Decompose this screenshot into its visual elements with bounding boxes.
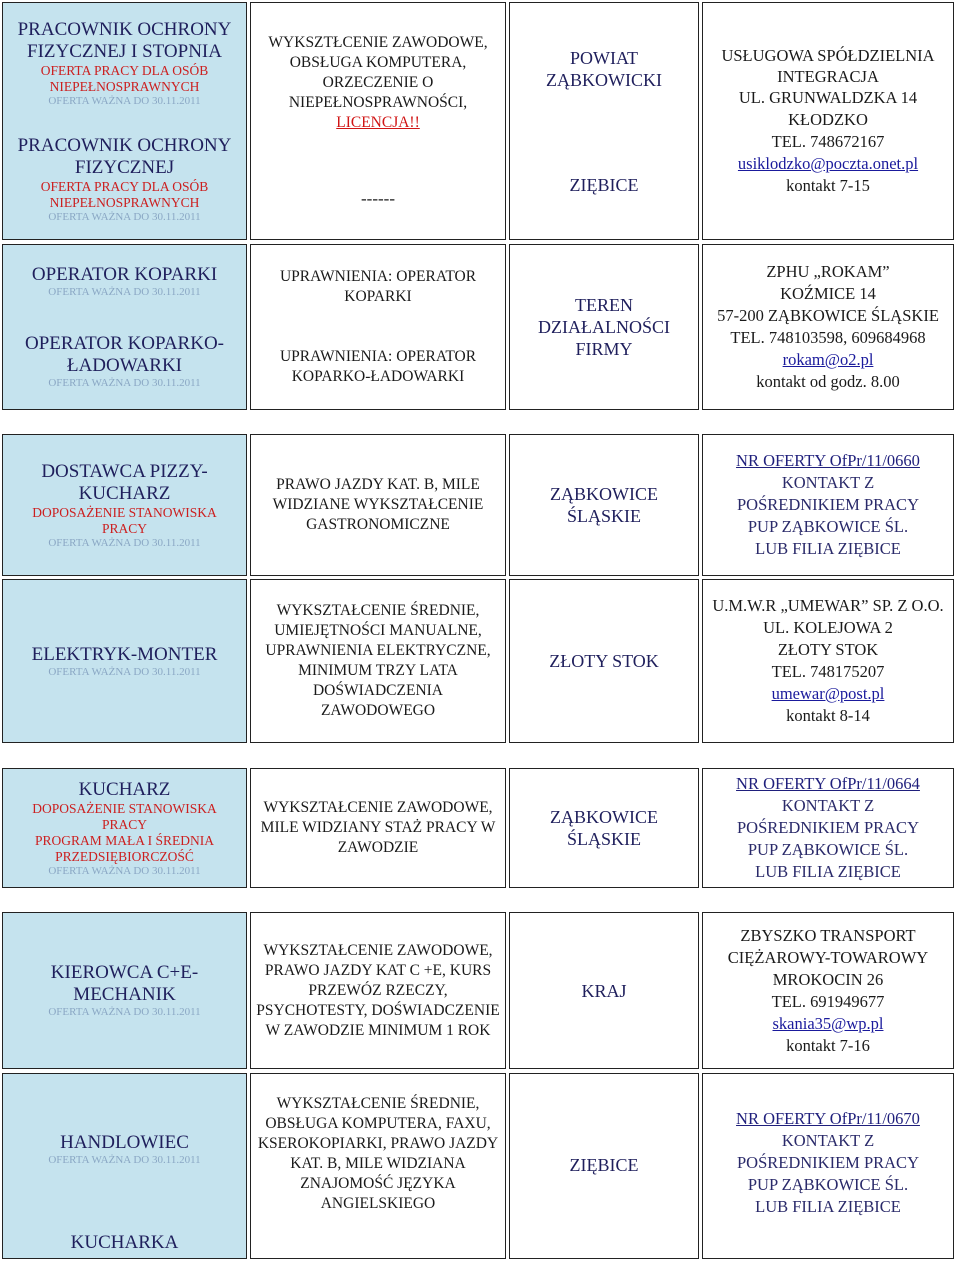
requirements-cell xyxy=(250,768,506,888)
offer-note: OFERTA PRACY DLA OSÓB xyxy=(40,62,209,78)
contact-line: LUB FILIA ZIĘBICE xyxy=(755,862,901,881)
requirements-cell xyxy=(250,2,506,240)
validity-note: OFERTA WAŻNA DO 30.11.2011 xyxy=(48,536,201,549)
offer-row xyxy=(2,2,957,240)
contact-line: ZŁOTY STOK xyxy=(777,640,879,659)
contact-cell xyxy=(702,912,954,1069)
job-title: KUCHARKA xyxy=(70,1232,179,1253)
requirements-text: WYKSZTAŁCENIE ŚREDNIE, UMIEJĘTNOŚCI MANUALNE, UPRAWNIENIA ELEKTRYCZNE, MINIMUM TRZY LATA DOŚWIADCZENIA ZAWODOWEGO xyxy=(265,602,491,719)
job-title-cell xyxy=(2,579,247,743)
offer-row xyxy=(2,244,957,410)
contact-line: PUP ZĄBKOWICE ŚL. xyxy=(747,517,909,536)
offer-number: NR OFERTY OfPr/11/0670 xyxy=(736,1109,920,1128)
validity-note: OFERTA WAŻNA DO 30.11.2011 xyxy=(48,1154,201,1166)
contact-hours: kontakt od godz. 8.00 xyxy=(756,372,900,391)
phone-number: TEL. 748175207 xyxy=(771,662,885,681)
employer-name: ZPHU „ROKAM” xyxy=(766,262,890,281)
contact-hours: kontakt 7-16 xyxy=(786,1035,870,1055)
offer-note: PRZEDSIĘBIORCZOŚĆ xyxy=(55,848,194,864)
employer-name: USŁUGOWA SPÓŁDZIELNIA INTEGRACJA xyxy=(721,46,935,86)
contact-hours: kontakt 7-15 xyxy=(786,176,870,195)
requirements-cell xyxy=(250,912,506,1069)
contact-line: KOŹMICE 14 xyxy=(780,284,876,303)
phone-number: TEL. 691949677 xyxy=(771,991,885,1011)
job-title: PRACOWNIK OCHRONY FIZYCZNEJ I STOPNIA xyxy=(17,18,232,62)
contact-cell xyxy=(702,579,954,743)
job-block xyxy=(32,262,217,301)
contact-line: POŚREDNIKIEM PRACY xyxy=(737,818,919,837)
location-text: ZĄBKOWICE ŚLĄSKIE xyxy=(550,807,658,849)
job-title: HANDLOWIEC xyxy=(60,1132,189,1153)
contact-hours: kontakt 8-14 xyxy=(786,706,870,725)
requirements-cell xyxy=(250,434,506,576)
location-text: ZIĘBICE xyxy=(569,174,639,195)
job-title: OPERATOR KOPARKI xyxy=(31,264,218,285)
requirements-text: WYKSZTAŁCENIE ŚREDNIE, OBSŁUGA KOMPUTERA, FAXU, KSEROKOPIARKI, PRAWO JAZDY KAT. B, MILE WIDZIANA ZNAJOMOŚĆ JĘZYKA ANGIELSKIEGO xyxy=(257,1095,499,1212)
validity-note: OFERTA WAŻNA DO 30.11.2011 xyxy=(48,665,201,678)
contact-line: PUP ZĄBKOWICE ŚL. xyxy=(747,840,909,859)
requirements-text xyxy=(255,33,501,133)
contact-line: UL. KOLEJOWA 2 xyxy=(763,618,893,637)
offer-note: DOPOSAŻENIE STANOWISKA xyxy=(32,504,217,520)
location-cell xyxy=(509,434,699,576)
requirements-cell xyxy=(250,244,506,410)
job-title-cell xyxy=(2,912,247,1069)
offer-row xyxy=(2,579,957,743)
contact-cell xyxy=(702,434,954,576)
validity-note: OFERTA WAŻNA DO 30.11.2011 xyxy=(48,1006,201,1018)
email-link[interactable]: umewar@post.pl xyxy=(771,684,885,703)
contact-line: 57-200 ZĄBKOWICE ŚLĄSKIE xyxy=(717,306,939,325)
offer-note: NIEPEŁNOSPRAWNYCH xyxy=(49,78,200,94)
contact-line: LUB FILIA ZIĘBICE xyxy=(755,1197,901,1216)
offer-row xyxy=(2,768,957,888)
requirements-main: WYKSZTŁCENIE ZAWODOWE, OBSŁUGA KOMPUTERA, ORZECZENIE O NIEPEŁNOSPRAWNOŚCI, xyxy=(268,34,488,111)
offer-row xyxy=(2,912,957,1069)
job-title: ELEKTRYK-MONTER xyxy=(31,643,218,665)
email-link[interactable]: skania35@wp.pl xyxy=(772,1013,884,1033)
offer-note: PRACY xyxy=(101,520,147,536)
offer-row xyxy=(2,1073,957,1259)
contact-line: KONTAKT Z xyxy=(781,1131,875,1150)
offer-number: NR OFERTY OfPr/11/0660 xyxy=(736,451,920,470)
offer-note: DOPOSAŻENIE STANOWISKA xyxy=(32,800,217,816)
email-link[interactable]: usiklodzko@poczta.onet.pl xyxy=(737,154,919,173)
location-cell xyxy=(509,579,699,743)
location-cell xyxy=(509,1073,699,1259)
validity-note: OFERTA WAŻNA DO 30.11.2011 xyxy=(48,377,201,389)
job-title-cell xyxy=(2,768,247,888)
employer-name: U.M.W.R „UMEWAR” SP. Z O.O. xyxy=(712,596,944,615)
job-title: KIEROWCA C+E-MECHANIK xyxy=(50,962,199,1005)
offer-row xyxy=(2,434,957,576)
contact-line: KONTAKT Z xyxy=(781,796,875,815)
location-text: ZIĘBICE xyxy=(569,1155,639,1175)
phone-number: TEL. 748103598, 609684968 xyxy=(730,328,926,347)
contact-line: POŚREDNIKIEM PRACY xyxy=(737,1153,919,1172)
job-title: KUCHARZ xyxy=(78,778,171,800)
contact-line: MROKOCIN 26 xyxy=(772,969,884,989)
job-block xyxy=(7,133,242,226)
contact-line: KŁODZKO xyxy=(788,110,868,129)
job-title: OPERATOR KOPARKO-ŁADOWARKI xyxy=(24,333,225,376)
location-text: POWIAT ZĄBKOWICKI xyxy=(546,47,662,90)
job-title-cell xyxy=(2,244,247,410)
job-block xyxy=(7,17,242,110)
email-link[interactable]: rokam@o2.pl xyxy=(782,350,874,369)
licence-requirement: LICENCJA!! xyxy=(336,114,420,131)
contact-line: POŚREDNIKIEM PRACY xyxy=(737,495,919,514)
requirements-text: UPRAWNIENIA: OPERATOR KOPARKI xyxy=(279,268,477,305)
requirements-text: WYKSZTAŁCENIE ZAWODOWE, MILE WIDZIANY STAŻ PRACY W ZAWODZIE xyxy=(260,799,496,856)
offer-note: PROGRAM MAŁA I ŚREDNIA xyxy=(35,832,214,848)
contact-line: KONTAKT Z xyxy=(781,473,875,492)
offer-number: NR OFERTY OfPr/11/0664 xyxy=(736,774,920,793)
requirements-cell xyxy=(250,1073,506,1259)
location-cell xyxy=(509,2,699,240)
location-text: TEREN DZIAŁALNOŚCI FIRMY xyxy=(538,295,670,359)
location-cell xyxy=(509,768,699,888)
job-block xyxy=(48,1132,200,1167)
location-cell xyxy=(509,244,699,410)
location-cell xyxy=(509,912,699,1069)
requirements-text: UPRAWNIENIA: OPERATOR KOPARKO-ŁADOWARKI xyxy=(279,348,477,385)
requirements-text: WYKSZTAŁCENIE ZAWODOWE, PRAWO JAZDY KAT C +E, KURS PRZEWÓZ RZECZY, PSYCHOTESTY, DOŚWIADCZENIE W ZAWODZIE MINIMUM 1 ROK xyxy=(256,941,500,1039)
job-title-cell xyxy=(2,2,247,240)
employer-name: ZBYSZKO TRANSPORT CIĘŻAROWY-TOWAROWY xyxy=(727,925,929,967)
contact-cell xyxy=(702,1073,954,1259)
offer-note: OFERTA PRACY DLA OSÓB xyxy=(40,178,209,194)
contact-cell xyxy=(702,244,954,410)
validity-note: OFERTA WAŻNA DO 30.11.2011 xyxy=(48,94,201,107)
contact-cell xyxy=(702,2,954,240)
validity-note: OFERTA WAŻNA DO 30.11.2011 xyxy=(48,286,201,298)
contact-line: UL. GRUNWALDZKA 14 xyxy=(738,88,918,107)
job-title: DOSTAWCA PIZZY-KUCHARZ xyxy=(41,460,208,504)
validity-note: OFERTA WAŻNA DO 30.11.2011 xyxy=(48,864,201,877)
contact-line: LUB FILIA ZIĘBICE xyxy=(755,539,901,558)
requirements-text: PRAWO JAZDY KAT. B, MILE WIDZIANE WYKSZTAŁCENIE GASTRONOMICZNE xyxy=(272,476,484,533)
job-block xyxy=(7,331,242,392)
phone-number: TEL. 748672167 xyxy=(771,132,885,151)
contact-line: PUP ZĄBKOWICE ŚL. xyxy=(747,1175,909,1194)
validity-note: OFERTA WAŻNA DO 30.11.2011 xyxy=(48,210,201,223)
location-text: ZŁOTY STOK xyxy=(549,651,659,671)
requirements-placeholder: ------ xyxy=(361,189,395,208)
job-title: PRACOWNIK OCHRONY FIZYCZNEJ xyxy=(17,134,232,178)
job-title-cell xyxy=(2,434,247,576)
requirements-cell xyxy=(250,579,506,743)
location-text: KRAJ xyxy=(581,980,627,1001)
contact-cell xyxy=(702,768,954,888)
offer-note: NIEPEŁNOSPRAWNYCH xyxy=(49,194,200,210)
offer-note: PRACY xyxy=(101,816,147,832)
location-text: ZĄBKOWICE ŚLĄSKIE xyxy=(550,484,658,526)
job-title-cell xyxy=(2,1073,247,1259)
